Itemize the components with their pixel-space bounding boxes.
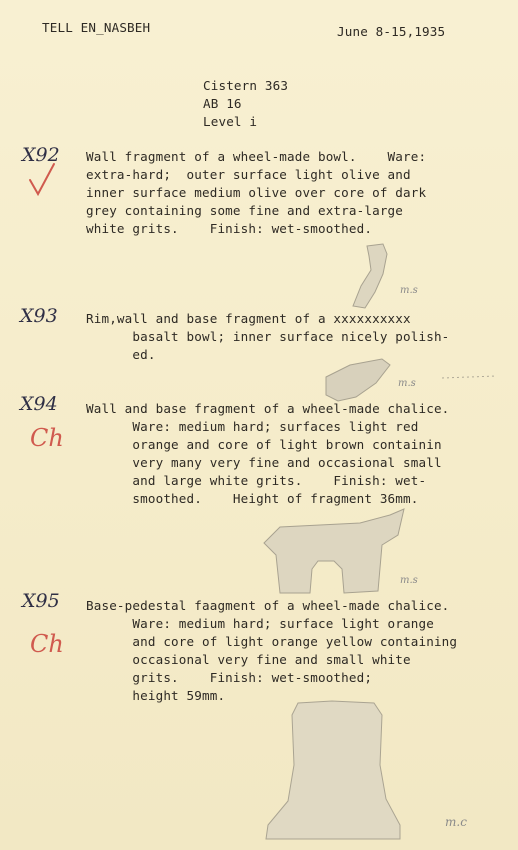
entry-number-x92: X92 [22, 144, 60, 166]
entry-x94-line-5: and large white grits. Finish: wet- [86, 473, 427, 488]
initials-x93: m.s [398, 378, 416, 389]
entry-x93-line-3: ed. [86, 347, 156, 362]
entry-x94-line-6: smoothed. Height of fragment 36mm. [86, 491, 419, 506]
entry-number-x93: X93 [20, 305, 58, 327]
entry-x92-line-4: grey containing some fine and extra-large [86, 203, 404, 218]
faint-dotted-line [440, 370, 500, 384]
entry-x95-line-4: occasional very fine and small white [86, 652, 411, 667]
chalice-mark-x94: Ch [30, 424, 64, 452]
date: June 8-15,1935 [337, 24, 446, 39]
entry-x93-line-1: Rim,wall and base fragment of a xxxxxxxxxx [86, 311, 411, 326]
entry-x94-line-2: Ware: medium hard; surfaces light red [86, 419, 419, 434]
entry-x94-line-1: Wall and base fragment of a wheel-made chalice. [86, 401, 450, 416]
entry-x95-line-3: and core of light orange yellow containing [86, 634, 458, 649]
entry-number-x95: X95 [22, 590, 60, 612]
entry-x95-line-1: Base-pedestal faagment of a wheel-made chalice. [86, 598, 450, 613]
entry-x92-line-5: white grits. Finish: wet-smoothed. [86, 221, 373, 236]
initials-x94: m.s [400, 575, 418, 586]
cistern-label: Cistern 363 [203, 78, 289, 93]
initials-x92: m.s [400, 285, 418, 296]
entry-number-x94: X94 [20, 393, 58, 415]
entry-x92-line-2: extra-hard; outer surface light olive and [86, 167, 411, 182]
sherd-drawing-x93 [320, 355, 395, 405]
sherd-drawing-x92 [345, 240, 405, 315]
entry-x92-line-1: Wall fragment of a wheel-made bowl. Ware: [86, 149, 427, 164]
area-label: AB 16 [203, 96, 242, 111]
entry-x92-line-3: inner surface medium olive over core of dark [86, 185, 427, 200]
chalice-mark-x95: Ch [30, 630, 64, 658]
entry-x95-line-6: height 59mm. [86, 688, 226, 703]
site-name: TELL EN_NASBEH [42, 20, 151, 35]
initials-x95: m.c [445, 815, 467, 829]
red-check-mark-icon [28, 160, 58, 200]
pedestal-drawing-x95 [262, 695, 407, 845]
chalice-drawing-x94 [260, 505, 410, 600]
entry-x94-line-3: orange and core of light brown containin [86, 437, 442, 452]
entry-x95-line-2: Ware: medium hard; surface light orange [86, 616, 434, 631]
entry-x95-line-5: grits. Finish: wet-smoothed; [86, 670, 373, 685]
entry-x94-line-4: very many very fine and occasional small [86, 455, 442, 470]
entry-x93-line-2: basalt bowl; inner surface nicely polish- [86, 329, 450, 344]
level-label: Level i [203, 114, 258, 129]
